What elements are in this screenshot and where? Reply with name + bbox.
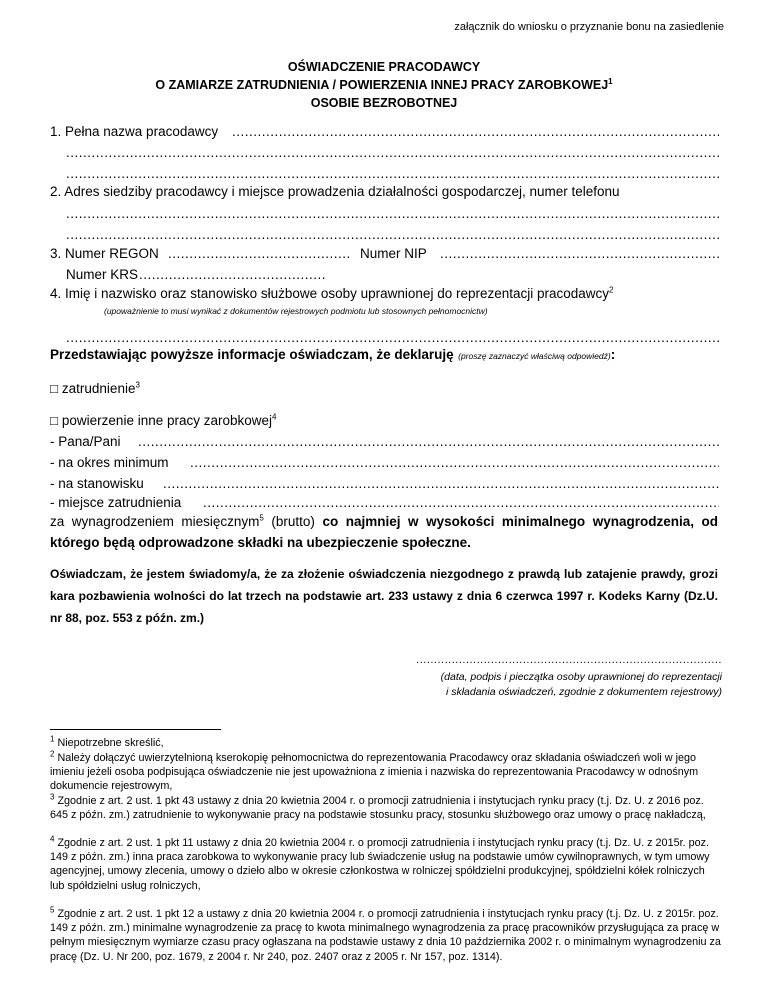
signature-hint-1: (data, podpis i pieczątka osoby uprawnionej do reprezentacji (440, 671, 722, 683)
signature-field[interactable]: ...................................................................................... (416, 654, 722, 666)
footnote-5 (50, 907, 722, 964)
title-line-2 (0, 78, 768, 92)
footnote-ref-4: 4 (272, 412, 277, 422)
footnote-ref-3: 3 (135, 380, 140, 390)
regon-field[interactable] (168, 246, 352, 261)
footnote-1-text: Niepotrzebne skreślić, (54, 737, 164, 749)
position-field[interactable] (163, 476, 719, 491)
salary-line-1 (50, 514, 718, 529)
item-4-label (50, 286, 613, 301)
workplace-field[interactable] (203, 495, 719, 510)
footnote-ref-5: 5 (259, 513, 264, 523)
salary-bold-1: co najmniej w wysokości minimalnego wynagrodzenia, od (322, 514, 719, 529)
footnote-2 (50, 751, 722, 794)
detail-period-label: - na okres minimum (50, 455, 169, 470)
footnote-separator (50, 729, 221, 730)
item-3-nip-label: Numer NIP (360, 246, 427, 261)
footnote-3-text: Zgodnie z art. 2 ust. 1 pkt 43 ustawy z dnia 20 kwietnia 2004 r. o promocji zatrudnienia i instytucjach rynku pracy (t.j. Dz. U. z 2016 poz. 645 z późn. zm.) zatrudnienie to wykonywanie pracy na podstawie stosunku pracy, stosunku służbowego oraz umowy o pracę nakładczą, (50, 795, 706, 822)
person-field[interactable] (138, 434, 719, 449)
employer-name-field-2[interactable] (66, 145, 719, 160)
detail-position-label: - na stanowisku (50, 476, 144, 491)
nip-field[interactable] (440, 246, 719, 261)
declaration-lead-text: Przedstawiając powyższe informacje oświadczam, że deklaruję (50, 347, 454, 362)
option-employment[interactable] (50, 381, 140, 396)
salary-text-1: za wynagrodzeniem miesięcznym (50, 514, 260, 529)
footnote-5-num: 5 (50, 905, 55, 915)
item-3-krs-label: Numer KRS (66, 267, 139, 282)
footnote-2-num: 2 (50, 749, 55, 759)
detail-person-label: - Pana/Pani (50, 434, 121, 449)
representative-field[interactable] (66, 330, 719, 345)
option-other-work[interactable] (50, 413, 276, 428)
salary-text-2: (brutto) (263, 514, 323, 529)
footnote-5-text: Zgodnie z art. 2 ust. 1 pkt 12 a ustawy z dnia 20 kwietnia 2004 r. o promocji zatrudnienia i instytucjach rynku pracy (t.j. Dz. U. z 2015r. poz. 149 z późn. zm.) minimalne wynagrodzenie za pracę to kwota minimalnego wynagrodzenia za pracę pracowników przysługująca za pracę w pełnym miesięcznym wymiarze czasu pracy ogłaszana na podstawie ustawy z dnia 10 października 2002 r. o minimalnym wynagrodzeniu za pracę (Dz. U. Nr 200, poz. 1679, z 2004 r. Nr 240, poz. 2407 oraz z 2005 r. Nr 157, poz. 1314). (50, 908, 721, 963)
krs-field[interactable] (139, 267, 327, 282)
item-4-text: 4. Imię i nazwisko oraz stanowisko służbowe osoby uprawnionej do reprezentacji pracodawcy (50, 286, 610, 301)
legal-statement: Oświadczam, że jestem świadomy/a, że za złożenie oświadczenia niezgodnego z prawdą lub zatajenie prawdy, grozi kara pozbawienia wolności do lat trzech na podstawie art. 233 ustawy z dnia 6 czerwca 1997 r. Kodeks Karny (Dz.U. nr 88, poz. 553 z późn. zm.) (50, 567, 718, 625)
footnote-3-num: 3 (50, 792, 55, 802)
footnote-4 (50, 836, 722, 893)
address-field-2[interactable] (66, 227, 719, 242)
footnote-1 (50, 736, 722, 750)
footnote-ref-2: 2 (609, 285, 614, 295)
footnote-ref-1: 1 (608, 76, 613, 86)
detail-workplace-label: - miejsce zatrudnienia (50, 495, 182, 510)
footnote-3 (50, 794, 722, 822)
option-employment-label: □ zatrudnienie (50, 381, 136, 396)
title-line-2-text: O ZAMIARZE ZATRUDNIENIA / POWIERZENIA INNEJ PRACY ZAROBKOWEJ (155, 78, 609, 92)
signature-hint-2: i składania oświadczeń, zgodnie z dokumentem rejestrowy) (445, 686, 722, 698)
address-field-1[interactable] (66, 206, 719, 221)
declaration-hint: (proszę zaznaczyć właściwą odpowiedź) (458, 351, 611, 361)
item-2-label: 2. Adres siedziby pracodawcy i miejsce prowadzenia działalności gospodarczej, numer telefonu (50, 184, 620, 199)
title-line-3: OSOBIE BEZROBOTNEJ (310, 96, 458, 110)
declaration-colon: : (610, 347, 616, 362)
declaration-lead (50, 346, 615, 364)
item-3-regon-label: 3. Numer REGON (50, 246, 159, 261)
item-1-label: 1. Pełna nazwa pracodawcy (50, 124, 219, 139)
salary-line-2: którego będą odprowadzone składki na ubezpieczenie społeczne. (50, 535, 471, 550)
period-field[interactable] (190, 455, 719, 470)
footnote-4-num: 4 (50, 834, 55, 844)
option-other-work-label: □ powierzenie inne pracy zarobkowej (50, 413, 273, 428)
employer-name-field-3[interactable] (66, 166, 719, 181)
title-line-1: OŚWIADCZENIE PRACODAWCY (287, 60, 481, 74)
footnote-2-text: Należy dołączyć uwierzytelnioną kserokopię pełnomocnictwa do reprezentowania Pracodawcy oraz składania oświadczeń woli w jego imieniu jeżeli osoba podpisująca oświadczenie nie jest upoważniona z imienia i nazwiska do reprezentowania Pracodawcy w odnośnym dokumencie rejestrowym, (50, 752, 699, 793)
footnote-4-text: Zgodnie z art. 2 ust. 1 pkt 11 ustawy z dnia 20 kwietnia 2004 r. o promocji zatrudnienia i instytucjach rynku pracy (t.j. Dz. U. z 2015r. poz. 149 z późn. zm.) inna praca zarobkowa to wykonywanie pracy lub świadczenie usług na podstawie umów cywilnoprawnych, w tym umowy agencyjnej, umowy zlecenia, umowy o dzieło albo w okresie członkostwa w rolniczej spółdzielni produkcyjnej, spółdzielni kółek rolniczych lub spółdzielni usług rolniczych, (50, 837, 710, 892)
footnote-1-num: 1 (50, 734, 55, 744)
employer-name-field-1[interactable] (232, 124, 719, 139)
header-note: załącznik do wniosku o przyznanie bonu na zasiedlenie (454, 21, 724, 33)
item-4-hint: (upoważnienie to musi wynikać z dokumentów rejestrowych podmiotu lub stosownych pełnomocnictw) (104, 306, 488, 316)
